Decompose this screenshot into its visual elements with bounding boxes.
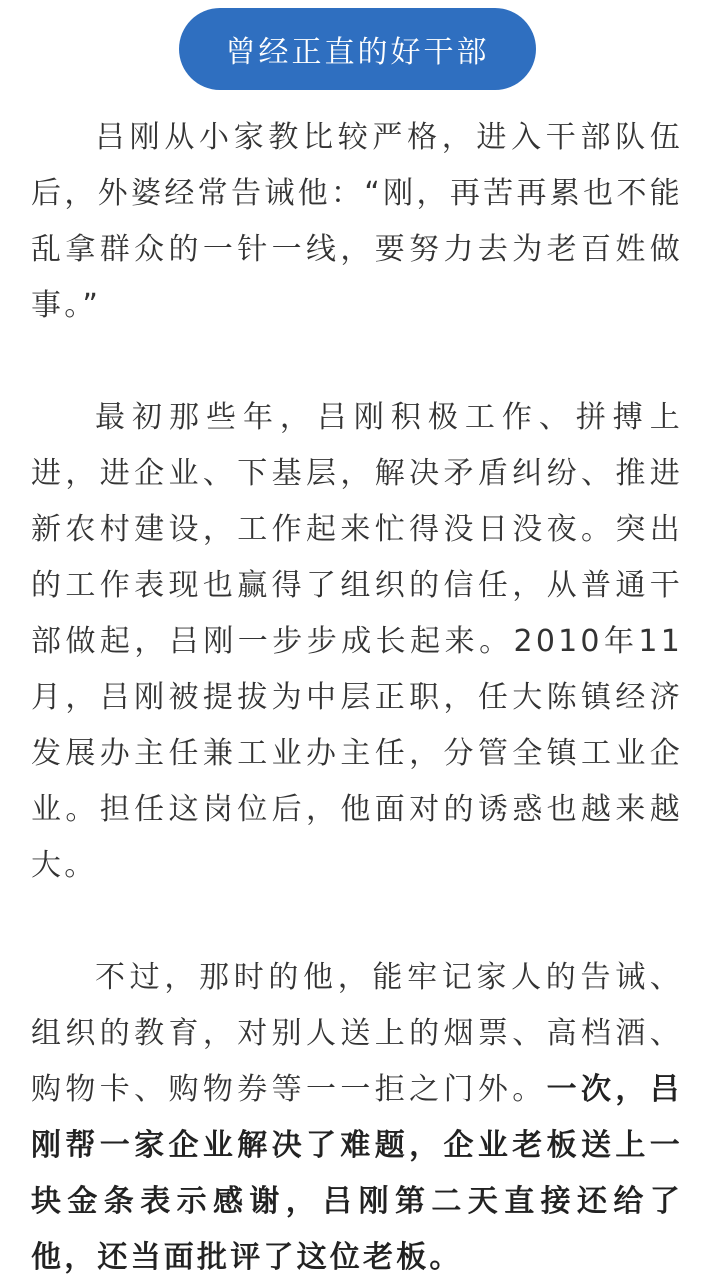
paragraph-2-text: 最初那些年，吕刚积极工作、拼搏上进，进企业、下基层，解决矛盾纠纷、推进新农村建设，工作起来忙得没日没夜。突出的工作表现也赢得了组织的信任，从普通干部做起，吕刚一步步成长起来。2010年11月，吕刚被提拔为中层正职，任大陈镇经济发展办主任兼工业办主任，分管全镇工业企业。担任这岗位后，他面对的诱惑也越来越大。 xyxy=(31,400,683,883)
article-body xyxy=(31,110,683,1286)
section-title-banner xyxy=(179,8,536,90)
paragraph-3-text: 不过，那时的他，能牢记家人的告诫、组织的教育，对别人送上的烟票、高档酒、购物卡、购物券等一一拒之门外。 xyxy=(31,960,683,1107)
paragraph-3-bold-text: 一次，吕刚帮一家企业解决了难题，企业老板送上一块金条表示感谢，吕刚第二天直接还给了他，还当面批评了这位老板。 xyxy=(31,1072,683,1275)
paragraph-3 xyxy=(31,950,683,1286)
paragraph-1-text: 吕刚从小家教比较严格，进入干部队伍后，外婆经常告诫他：“刚，再苦再累也不能乱拿群众的一针一线，要努力去为老百姓做事。” xyxy=(31,120,683,323)
paragraph-1 xyxy=(31,110,683,334)
paragraph-2 xyxy=(31,390,683,894)
section-title: 曾经正直的好干部 xyxy=(225,35,490,70)
